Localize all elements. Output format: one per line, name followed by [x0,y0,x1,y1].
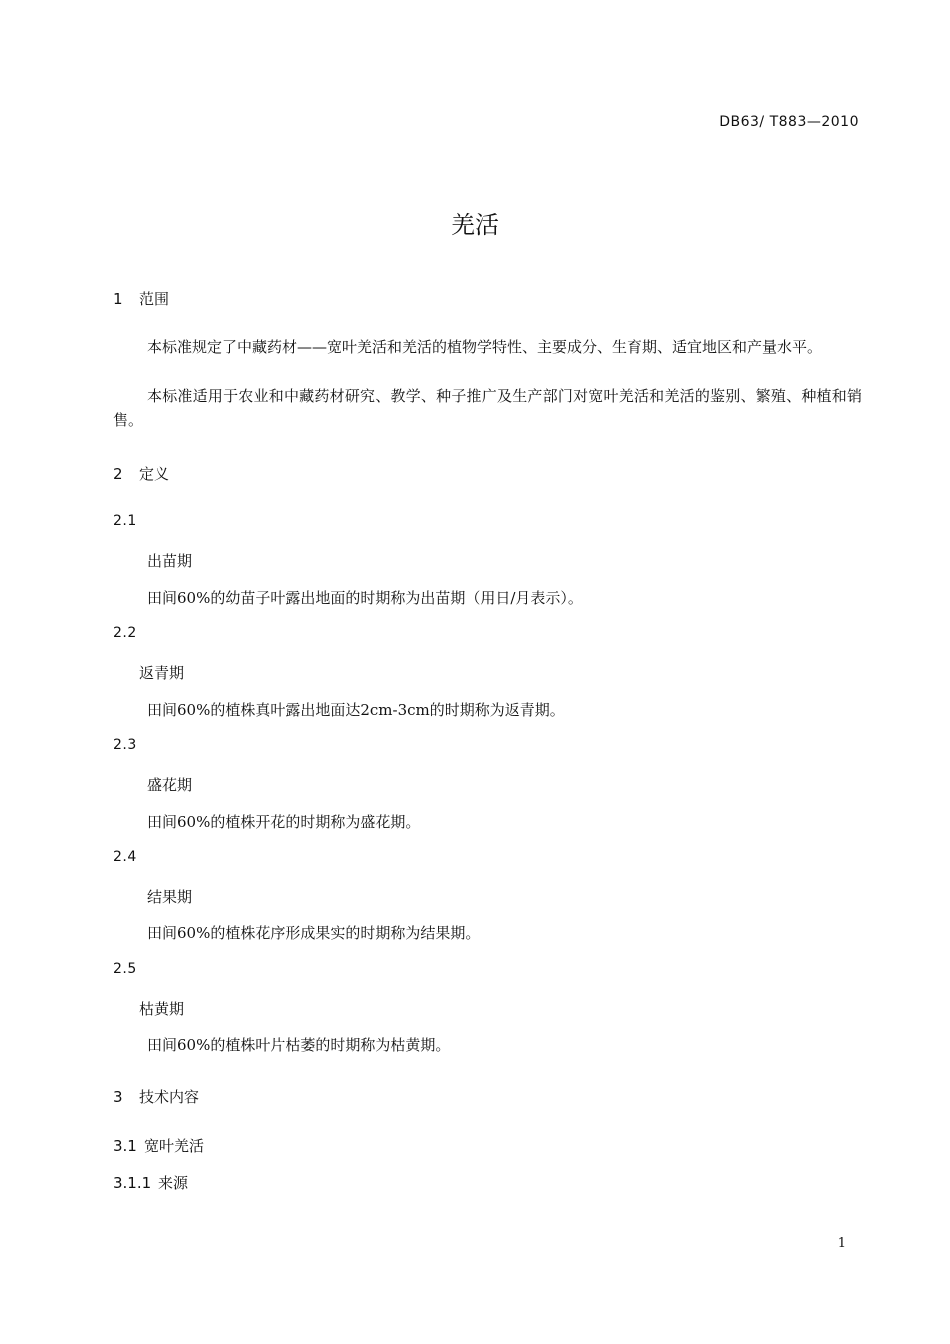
definition-number: 2.3 [113,737,137,753]
definition-text: 田间60%的植株叶片枯萎的时期称为枯黄期。 [147,1036,451,1054]
subsection-title: 宽叶羌活 [144,1137,205,1155]
definition-number: 2.4 [113,849,137,865]
section-title: 范围 [139,290,170,308]
definition-text: 田间60%的植株开花的时期称为盛花期。 [147,813,421,831]
document-code: DB63/ T883—2010 [719,114,859,130]
section-3-heading [113,1086,199,1107]
definition-term: 盛花期 [147,776,193,794]
subsection-title: 来源 [158,1174,189,1192]
scope-paragraph-2: 本标准适用于农业和中藏药材研究、教学、种子推广及生产部门对宽叶羌活和羌活的鉴别、繁殖、种植和销售。 [113,387,862,429]
subsection-number: 3.1 [113,1137,137,1155]
definition-number: 2.1 [113,513,137,529]
section-2-heading [113,463,169,484]
scope-paragraph-1: 本标准规定了中藏药材——宽叶羌活和羌活的植物学特性、主要成分、生育期、适宜地区和产量水平。 [147,338,823,356]
subsection-number: 3.1.1 [113,1174,152,1192]
definition-term: 返青期 [139,664,185,682]
definition-term: 出苗期 [147,552,193,570]
definition-term: 枯黄期 [139,1000,185,1018]
section-1-heading [113,288,169,309]
subsection-3-1-heading [113,1135,204,1156]
section-number: 1 [113,290,123,308]
definition-number: 2.5 [113,961,137,977]
section-title: 定义 [139,465,170,483]
definition-number: 2.2 [113,625,137,641]
definition-text: 田间60%的植株花序形成果实的时期称为结果期。 [147,924,481,942]
definition-text: 田间60%的幼苗子叶露出地面的时期称为出苗期（用日/月表示）。 [147,589,583,607]
definition-text: 田间60%的植株真叶露出地面达2cm-3cm的时期称为返青期。 [147,701,565,719]
page-number: 1 [837,1236,846,1251]
subsection-3-1-1-heading [113,1172,188,1193]
document-title: 羌活 [451,211,499,239]
section-title: 技术内容 [139,1088,200,1106]
definition-term: 结果期 [147,888,193,906]
section-number: 2 [113,465,123,483]
section-number: 3 [113,1088,123,1106]
